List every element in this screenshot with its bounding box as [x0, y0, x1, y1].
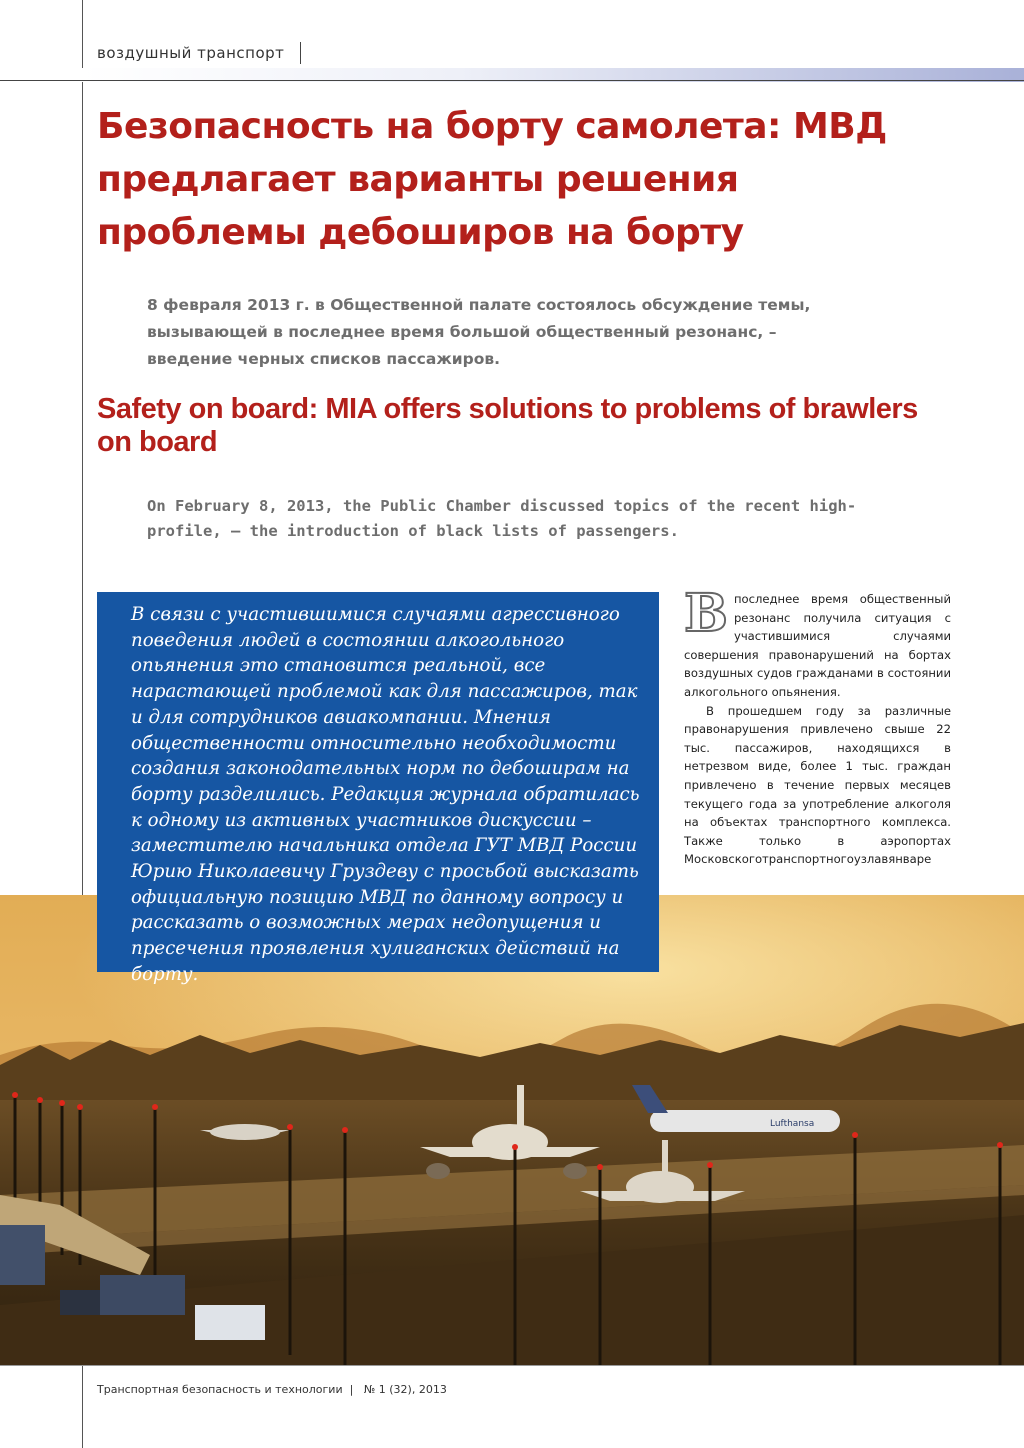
footer-separator: |	[346, 1383, 361, 1396]
footer-issue: № 1 (32), 2013	[363, 1383, 447, 1396]
footer-rule	[0, 1365, 1024, 1366]
body-paragraph-1	[684, 583, 951, 702]
page-footer	[97, 1383, 447, 1396]
lufthansa-livery-text: Lufthansa	[770, 1119, 815, 1129]
section-divider	[300, 42, 301, 64]
article-title-ru: Безопасность на борту самолета: МВД предлагает варианты решения проблемы дебоширов на борту	[97, 106, 887, 253]
section-label: воздушный транспорт	[97, 44, 285, 62]
article-title-en: Safety on board: MIA offers solutions to problems of brawlers on board	[97, 393, 918, 458]
article-lead-en: On February 8, 2013, the Public Chamber discussed topics of the recent high-profile, – the introduction of black lists of passengers.	[147, 497, 857, 540]
body-paragraph-2: В прошедшем году за различные правонарушения привлечено свыше 22 тыс. пассажиров, находящихся в нетрезвом виде, более 1 тыс. граждан привлечено в течение первых месяцев текущего года за употребление алкоголя на объектах транспортного комплекса. Также только в аэропортах Московскоготранспортногоузлавянваре	[684, 703, 951, 867]
intro-callout-text: В связи с участившимися случаями агрессивного поведения людей в состоянии алкогольного опьянения это становится реальной, все нарастающей проблемой как для пассажиров, так и для сотрудников авиакомпании. Мнения общественности относительно необходимости создания законодательных норм по дебоширам на борту разделились. Редакция журнала обратилась к одному из активных участников дискуссии – заместителю начальника отдела ГУТ МВД России Юрию Николаевичу Груздеву с просьбой высказать официальную позицию МВД по данному вопросу и рассказать о возможных мерах недопущения и пресечения проявления хулиганских действий на борту.	[131, 604, 640, 985]
header-rule	[0, 80, 1024, 81]
drop-cap: В	[684, 583, 728, 644]
body-column	[684, 583, 951, 869]
footer-journal-name: Транспортная безопасность и технологии	[97, 1383, 343, 1396]
article-lead-ru: 8 февраля 2013 г. в Общественной палате состоялось обсуждение темы, вызывающей в последнее время большой общественный резонанс, – введение черных списков пассажиров.	[147, 296, 811, 368]
intro-callout-box	[97, 592, 659, 985]
body-paragraph-1-text: последнее время общественный резонанс получила ситуация с участившимися случаями совершения правонарушений на бортах воздушных судов гражданами в состоянии алкогольного опьянения.	[684, 592, 951, 699]
